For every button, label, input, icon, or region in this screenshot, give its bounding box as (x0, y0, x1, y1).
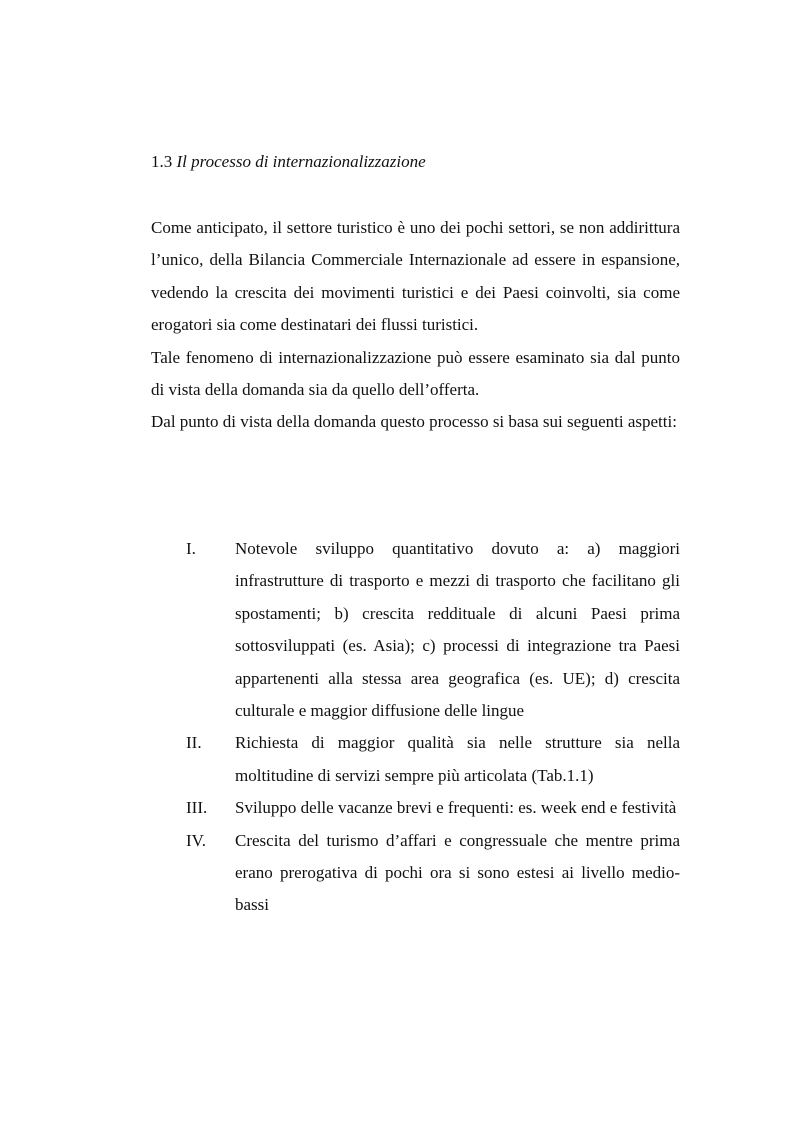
list-item-number: II. (186, 733, 202, 753)
list-item (151, 825, 680, 922)
list-item-text: Richiesta di maggior qualità sia nelle strutture sia nella moltitudine di servizi sempre più articolata (Tab.1.1) (235, 733, 680, 785)
list-item-number: III. (186, 798, 208, 818)
aspects-list (151, 533, 680, 922)
section-title: Il processo di internazionalizzazione (176, 152, 426, 171)
list-item (151, 727, 680, 792)
paragraph-phenomenon: Tale fenomeno di internazionalizzazione può essere esaminato sia dal punto di vista della domanda sia da quello dell’offerta. (151, 347, 680, 400)
section-heading (151, 150, 426, 174)
section-number: 1.3 (151, 152, 173, 171)
list-item-number: I. (186, 539, 196, 558)
list-item (151, 533, 680, 727)
list-item-text: Crescita del turismo d’affari e congressuale che mentre prima erano prerogativa di pochi ora si sono estesi ai livello medio-bassi (235, 830, 680, 915)
list-item-text: Notevole sviluppo quantitativo dovuto a: a) maggiori infrastrutture di trasporto e mezzi di trasporto che facilitano gli spostamenti; b) crescita reddituale di alcuni Paesi prima sottosviluppati (es. Asia); c) processi di integrazione tra Paesi appartenenti alla stessa area geografica (es. UE); d) crescita culturale e maggior diffusione delle lingue (235, 539, 680, 721)
paragraph-intro: Come anticipato, il settore turistico è uno dei pochi settori, se non addirittura l’unico, della Bilancia Commerciale Internazionale ad essere in espansione, vedendo la crescita dei movimenti turistici e dei Paesi coinvolti, sia come erogatori sia come destinatari dei flussi turistici. (151, 218, 680, 335)
body-text (151, 212, 680, 439)
list-item (151, 792, 680, 824)
paragraph-demand: Dal punto di vista della domanda questo processo si basa sui seguenti aspetti: (151, 412, 677, 432)
list-item-number: IV. (186, 830, 206, 850)
list-item-text: Sviluppo delle vacanze brevi e frequenti: es. week end e festività (235, 798, 677, 818)
